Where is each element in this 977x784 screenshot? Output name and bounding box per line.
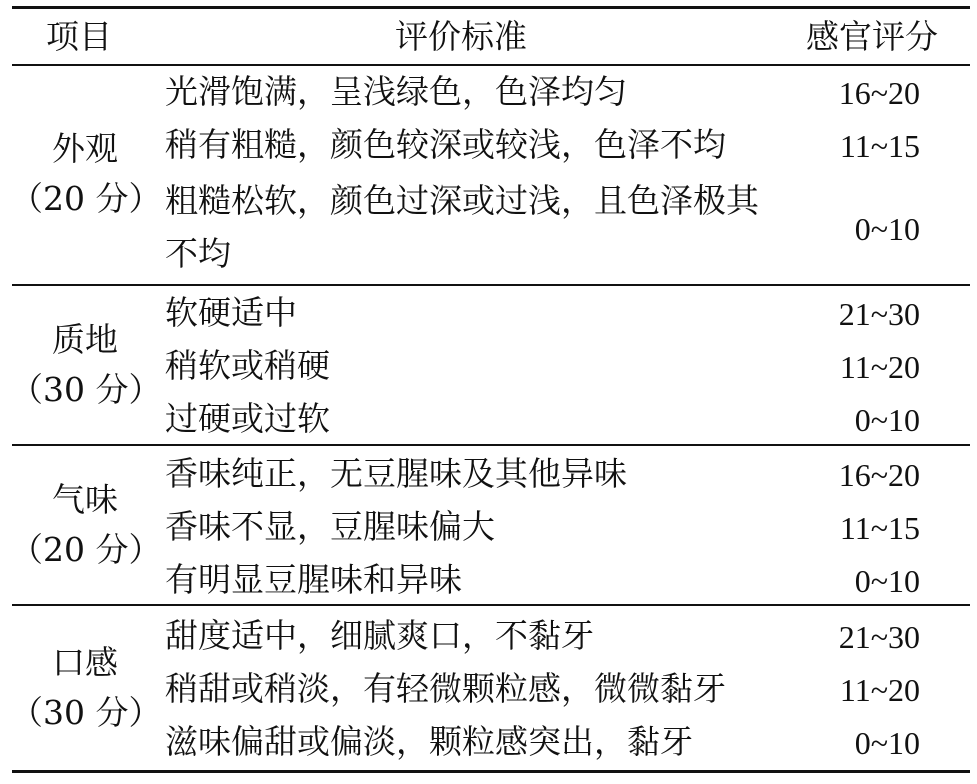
item-points: （20 分） xyxy=(10,179,162,218)
criterion-text: 有明显豆腥味和异味 xyxy=(165,560,462,599)
score-range: 11~20 xyxy=(839,672,920,708)
item-cell xyxy=(10,638,160,738)
criterion-text: 软硬适中 xyxy=(165,293,297,332)
criterion-text: 粗糙松软，颜色过深或过浅，且色泽极其不均 xyxy=(165,181,759,273)
item-name: 外观 xyxy=(52,129,118,168)
item-cell xyxy=(10,315,160,415)
item-points: （30 分） xyxy=(10,370,162,409)
header-item: 项目 xyxy=(46,17,112,56)
header-criteria: 评价标准 xyxy=(395,17,527,56)
criterion-text: 香味纯正，无豆腥味及其他异味 xyxy=(165,454,627,493)
score-range: 0~10 xyxy=(854,402,920,438)
score-range: 16~20 xyxy=(838,75,920,111)
item-cell xyxy=(10,475,160,575)
item-name: 气味 xyxy=(52,480,118,519)
score-range: 16~20 xyxy=(838,457,920,493)
item-name: 质地 xyxy=(52,320,118,359)
criterion-text: 稍甜或稍淡，有轻微颗粒感，微微黏牙 xyxy=(165,669,726,708)
criterion-text: 滋味偏甜或偏淡，颗粒感突出，黏牙 xyxy=(165,722,693,761)
item-cell xyxy=(10,124,160,224)
bottom-rule xyxy=(12,770,970,773)
score-range: 21~30 xyxy=(838,619,920,655)
score-range: 11~15 xyxy=(839,510,920,546)
score-range: 21~30 xyxy=(838,296,920,332)
item-points: （20 分） xyxy=(10,530,162,569)
item-points: （30 分） xyxy=(10,693,162,732)
criterion-text: 光滑饱满，呈浅绿色，色泽均匀 xyxy=(165,72,627,111)
criterion-text: 稍有粗糙，颜色较深或较浅，色泽不均 xyxy=(165,125,726,164)
header-score: 感官评分 xyxy=(806,17,938,56)
criterion-text: 甜度适中，细腻爽口，不黏牙 xyxy=(165,616,594,655)
criterion-text: 过硬或过软 xyxy=(165,399,330,438)
item-name: 口感 xyxy=(52,643,118,682)
criterion-text: 稍软或稍硬 xyxy=(165,346,330,385)
top-rule xyxy=(12,6,970,9)
score-range: 11~20 xyxy=(839,349,920,385)
score-range: 0~10 xyxy=(854,211,920,247)
header-rule xyxy=(12,64,970,66)
group-divider xyxy=(12,444,970,446)
group-divider xyxy=(12,604,970,606)
score-range: 0~10 xyxy=(854,725,920,761)
criterion-text: 香味不显，豆腥味偏大 xyxy=(165,507,495,546)
score-range: 0~10 xyxy=(854,563,920,599)
group-divider xyxy=(12,284,970,286)
score-range: 11~15 xyxy=(839,128,920,164)
